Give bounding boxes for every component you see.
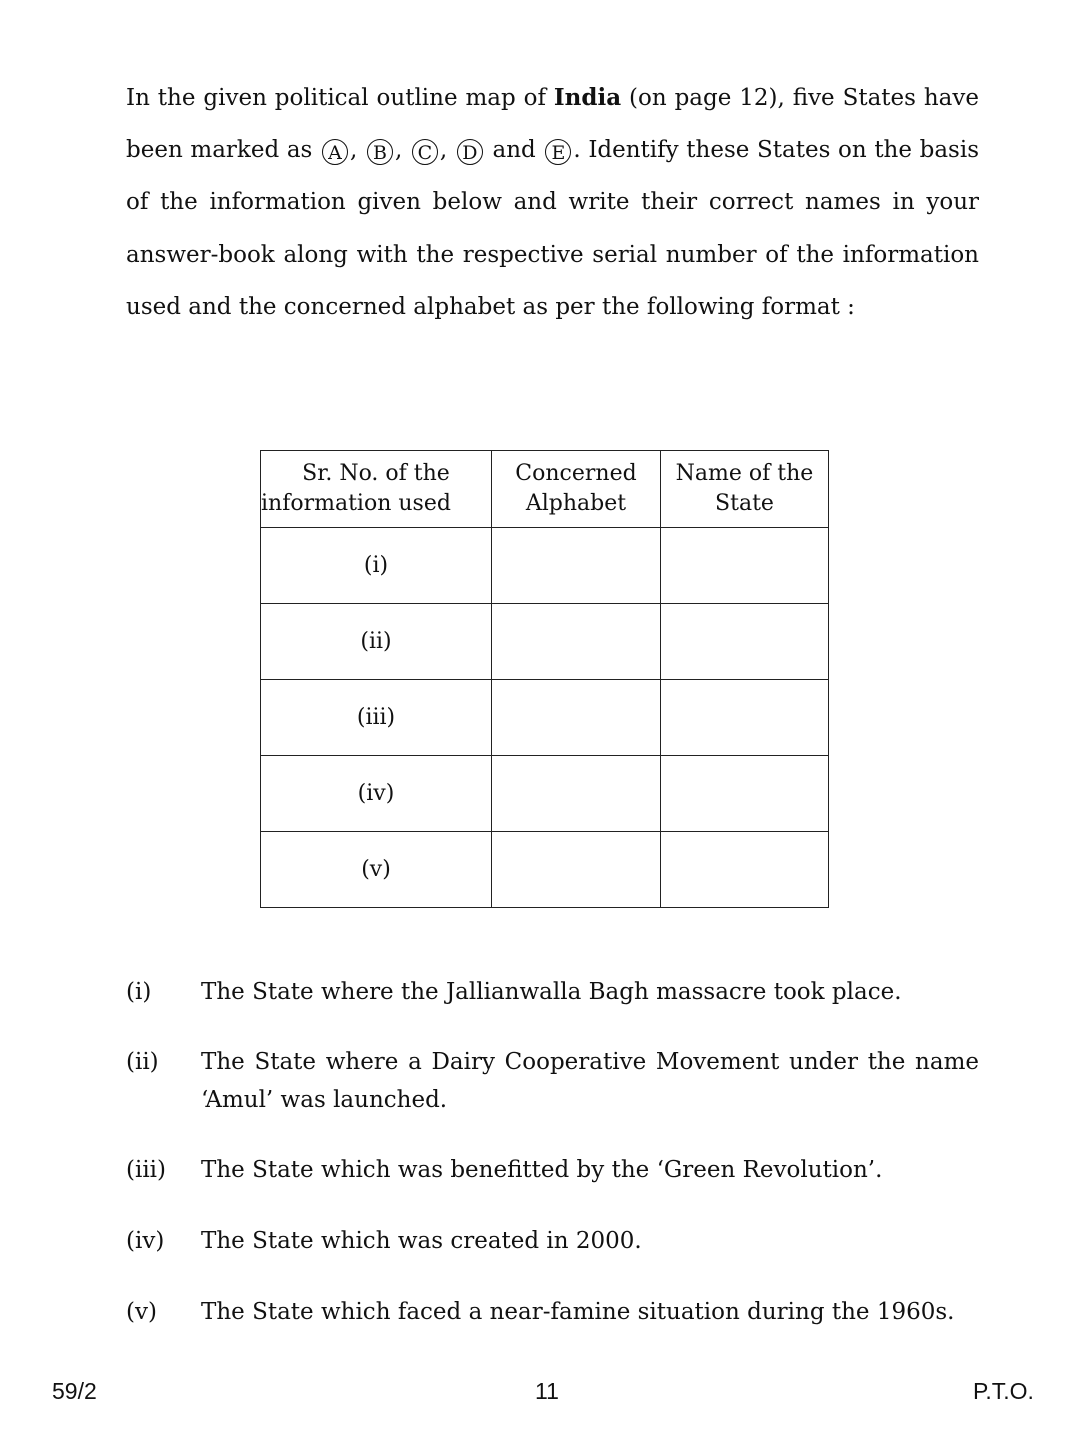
empty-cell (492, 756, 661, 832)
row-serial: (v) (261, 832, 492, 908)
info-item (126, 1293, 979, 1331)
pto-label: P.T.O. (973, 1378, 1034, 1404)
table-row (261, 604, 829, 680)
info-number: (iii) (126, 1157, 167, 1183)
separator: and (484, 137, 544, 164)
info-text: The State which faced a near-famine situation during the 1960s. (201, 1299, 955, 1325)
info-text: The State which was created in 2000. (201, 1228, 642, 1254)
empty-cell (661, 756, 829, 832)
marker-c: C (412, 139, 438, 165)
empty-cell (661, 832, 829, 908)
info-text: The State where a Dairy Cooperative Movement under the name ‘Amul’ was launched. (201, 1049, 979, 1113)
row-serial: (iii) (261, 680, 492, 756)
empty-cell (492, 528, 661, 604)
separator: , (349, 137, 365, 164)
empty-cell (492, 604, 661, 680)
marker-e: E (545, 139, 571, 165)
empty-cell (492, 680, 661, 756)
intro-bold-india: India (553, 84, 622, 111)
info-number: (ii) (126, 1049, 159, 1075)
info-item (126, 973, 979, 1011)
marker-b: B (367, 139, 393, 165)
info-number: (v) (126, 1299, 157, 1325)
empty-cell (661, 528, 829, 604)
intro-text-3: . Identify these States on the basis of the information given below and write their correct names in your answer-book along with the respective serial number of the information used and the concerned alphabet as per the following format : (126, 137, 980, 320)
row-serial: (iv) (261, 756, 492, 832)
table-row (261, 680, 829, 756)
marker-d: D (457, 139, 483, 165)
info-item (126, 1151, 979, 1189)
answer-format-table (260, 450, 829, 908)
table-row (261, 832, 829, 908)
page-number: 11 (535, 1378, 559, 1404)
separator: , (439, 137, 455, 164)
info-text: The State which was benefitted by the ‘Green Revolution’. (201, 1157, 883, 1183)
info-number: (iv) (126, 1228, 165, 1254)
info-item (126, 1043, 979, 1119)
header-alphabet: Concerned Alphabet (492, 451, 661, 528)
table-row (261, 756, 829, 832)
header-sr-no: Sr. No. of the information used (261, 451, 492, 528)
table-header-row (261, 451, 829, 528)
separator: , (394, 137, 410, 164)
intro-text-2: (on page 12), five States have been marked as (126, 85, 979, 164)
empty-cell (661, 680, 829, 756)
row-serial: (ii) (261, 604, 492, 680)
info-text: The State where the Jallianwalla Bagh massacre took place. (201, 979, 902, 1005)
table-row (261, 528, 829, 604)
info-number: (i) (126, 979, 152, 1005)
header-state-name: Name of the State (661, 451, 829, 528)
empty-cell (492, 832, 661, 908)
paper-code: 59/2 (52, 1378, 97, 1404)
question-intro (126, 72, 979, 333)
empty-cell (661, 604, 829, 680)
row-serial: (i) (261, 528, 492, 604)
marker-a: A (322, 139, 348, 165)
intro-text-1: In the given political outline map of (126, 85, 554, 111)
info-item (126, 1222, 979, 1260)
